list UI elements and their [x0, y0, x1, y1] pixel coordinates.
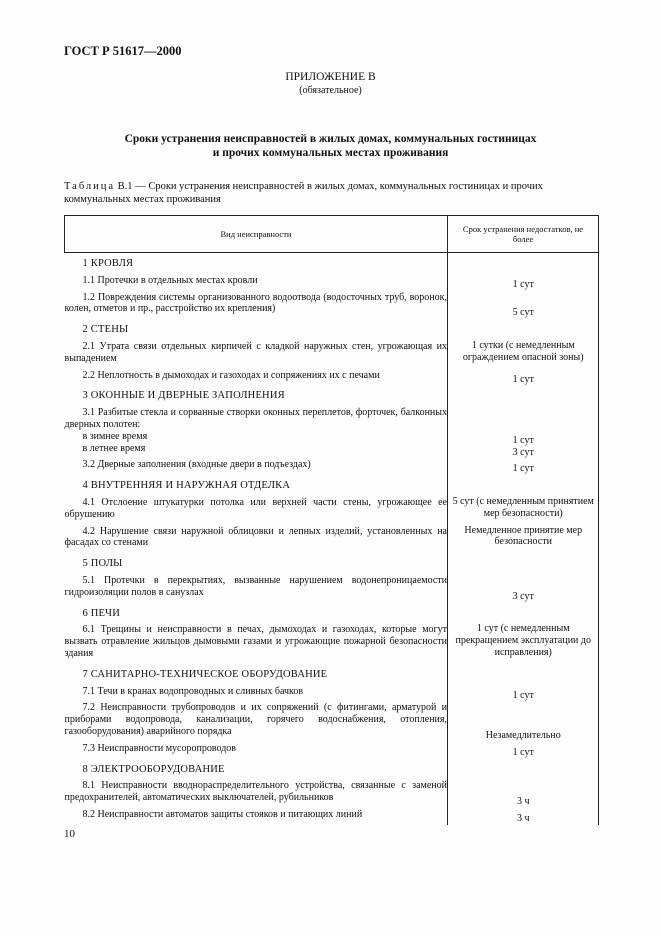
table-section-row: [65, 253, 599, 274]
table-row: [65, 340, 599, 369]
section-title: 5 ПОЛЫ: [82, 558, 123, 570]
section-term-cell: [448, 475, 599, 496]
section-title: 1 КРОВЛЯ: [82, 258, 134, 269]
fault-description: 7.3 Неисправности мусоропроводов: [82, 742, 237, 754]
table-caption-number: В.1: [117, 181, 133, 192]
term-winter: 1 сут: [512, 434, 534, 446]
table-row: [65, 406, 599, 458]
section-title: 8 ЭЛЕКТРООБОРУДОВАНИЕ: [82, 763, 225, 775]
fault-term: 3 ч: [448, 779, 599, 808]
fault-term: Немедленное принятие мер безопасности: [448, 525, 599, 554]
fault-term: Незамедлительно: [448, 701, 599, 741]
fault-term: 1 сутки (с немедленным ограждением опасной зоны): [448, 340, 599, 369]
fault-description: 8.1 Неисправности вводнораспределительного устройства, связанные с заменой предохранителей, автоматических выключателей, рубильников: [64, 780, 447, 804]
table-row: [65, 496, 599, 525]
table-right-border: [598, 215, 599, 825]
fault-description: 8.2 Неисправности автоматов защиты стояков и питающих линий: [82, 808, 363, 820]
document-title-line1: Сроки устранения неисправностей в жилых домах, коммунальных гостиницах: [124, 133, 537, 145]
fault-term: 1 сут: [448, 369, 599, 386]
standard-header: ГОСТ Р 51617—2000: [64, 44, 182, 58]
fault-description: [65, 406, 448, 458]
table-row: [65, 458, 599, 475]
section-term-cell: [448, 664, 599, 685]
section-term-cell: [448, 759, 599, 780]
table-row: [65, 574, 599, 603]
table-row: [65, 742, 599, 759]
document-title: [64, 132, 597, 160]
section-term-cell: [448, 253, 599, 274]
document-title-line2: и прочих коммунальных местах проживания: [212, 147, 449, 159]
fault-term: 5 сут (с немедленным принятием мер безопасности): [448, 496, 599, 525]
fault-description: 4.2 Нарушение связи наружной облицовки и лепных изделий, установленных на фасадах со стенами: [64, 525, 447, 549]
table-caption-text: — Сроки устранения неисправностей в жилых домах, коммунальных гостиницах и прочих коммунальных местах проживания: [64, 181, 543, 205]
table-row: [65, 525, 599, 554]
table-row: [65, 623, 599, 663]
fault-term: 1 сут: [448, 458, 599, 475]
season-summer: в летнее время: [82, 442, 146, 454]
table-section-row: [65, 385, 599, 406]
table-section-row: [65, 664, 599, 685]
fault-description: 2.2 Неплотность в дымоходах и газоходах и сопряжениях их с печами: [82, 369, 380, 381]
appendix-title: ПРИЛОЖЕНИЕ В: [285, 71, 376, 83]
table-row: [65, 685, 599, 702]
fault-term: 1 сут: [448, 742, 599, 759]
table-row: [65, 701, 599, 741]
fault-description-text: 3.1 Разбитые стекла и сорванные створки оконных переплетов, форточек, балконных дверных полотен:: [64, 407, 447, 430]
table-row: [65, 369, 599, 386]
season-winter: в зимнее время: [82, 430, 148, 442]
fault-description: 1.1 Протечки в отдельных местах кровли: [82, 274, 258, 286]
fault-description: 1.2 Повреждения системы организованного водоотвода (водосточных труб, воронок, колен, отметов и пр., расстройство их крепления): [64, 291, 447, 315]
fault-description: 2.1 Утрата связи отдельных кирпичей с кладкой наружных стен, угрожающая их выпадением: [64, 340, 447, 364]
section-title: 7 САНИТАРНО-ТЕХНИЧЕСКОЕ ОБОРУДОВАНИЕ: [82, 668, 328, 680]
fault-term: 1 сут: [448, 685, 599, 702]
section-title: 6 ПЕЧИ: [82, 607, 120, 619]
fault-term: 3 ч: [448, 808, 599, 825]
table-section-row: [65, 759, 599, 780]
fault-term: 1 сут (с немедленным прекращением эксплуатации до исправления): [448, 623, 599, 663]
fault-term: 3 сут: [448, 574, 599, 603]
table-caption: [64, 180, 597, 206]
table-row: [65, 274, 599, 291]
fault-description: 6.1 Трещины и неисправности в печах, дымоходах и газоходах, которые могут вызвать отравление жильцов дымовыми газами и угрожающие пожарной безопасности здания: [64, 624, 447, 659]
fault-description: 3.2 Дверные заполнения (входные двери в подъездах): [82, 459, 311, 471]
column-header-fault-type: Вид неисправности: [65, 216, 448, 253]
table-row: [65, 291, 599, 320]
fault-description: 7.2 Неисправности трубопроводов и их сопряжений (с фитингами, арматурой и приборами водопровода, канализации, горячего водоснабжения, отопления, газооборудования) аварийного порядка: [64, 702, 447, 737]
section-title: 4 ВНУТРЕННЯЯ И НАРУЖНАЯ ОТДЕЛКА: [82, 480, 291, 492]
section-term-cell: [448, 553, 599, 574]
section-title: 2 СТЕНЫ: [82, 324, 129, 336]
fault-description: 4.1 Отслоение штукатурки потолка или верхней части стены, угрожающее ее обрушению: [64, 496, 447, 520]
appendix-subtitle: (обязательное): [299, 85, 362, 96]
section-term-cell: [448, 385, 599, 406]
table-section-row: [65, 475, 599, 496]
table-section-row: [65, 553, 599, 574]
term-summer: 3 сут: [512, 446, 534, 458]
faults-table: [64, 215, 599, 825]
fault-description: 5.1 Протечки в перекрытиях, вызванные нарушением водонепроницаемости гидроизоляции полов в санузлах: [64, 574, 447, 598]
section-title: 3 ОКОННЫЕ И ДВЕРНЫЕ ЗАПОЛНЕНИЯ: [82, 390, 285, 402]
table-caption-label: Таблица: [64, 181, 116, 192]
appendix-heading: [0, 71, 661, 97]
table-section-row: [65, 603, 599, 624]
fault-term: 1 сут: [448, 274, 599, 291]
page-number: 10: [64, 828, 75, 840]
table-body: [65, 253, 599, 825]
fault-term: [448, 406, 599, 458]
table-row: [65, 779, 599, 808]
section-term-cell: [448, 319, 599, 340]
table-header-row: [65, 216, 599, 253]
fault-description: 7.1 Течи в кранах водопроводных и сливных бачков: [82, 685, 304, 697]
table-section-row: [65, 319, 599, 340]
fault-term: 5 сут: [448, 291, 599, 320]
table-row: [65, 808, 599, 825]
section-term-cell: [448, 603, 599, 624]
column-header-term: Срок устранения недостатков, не более: [448, 216, 599, 253]
